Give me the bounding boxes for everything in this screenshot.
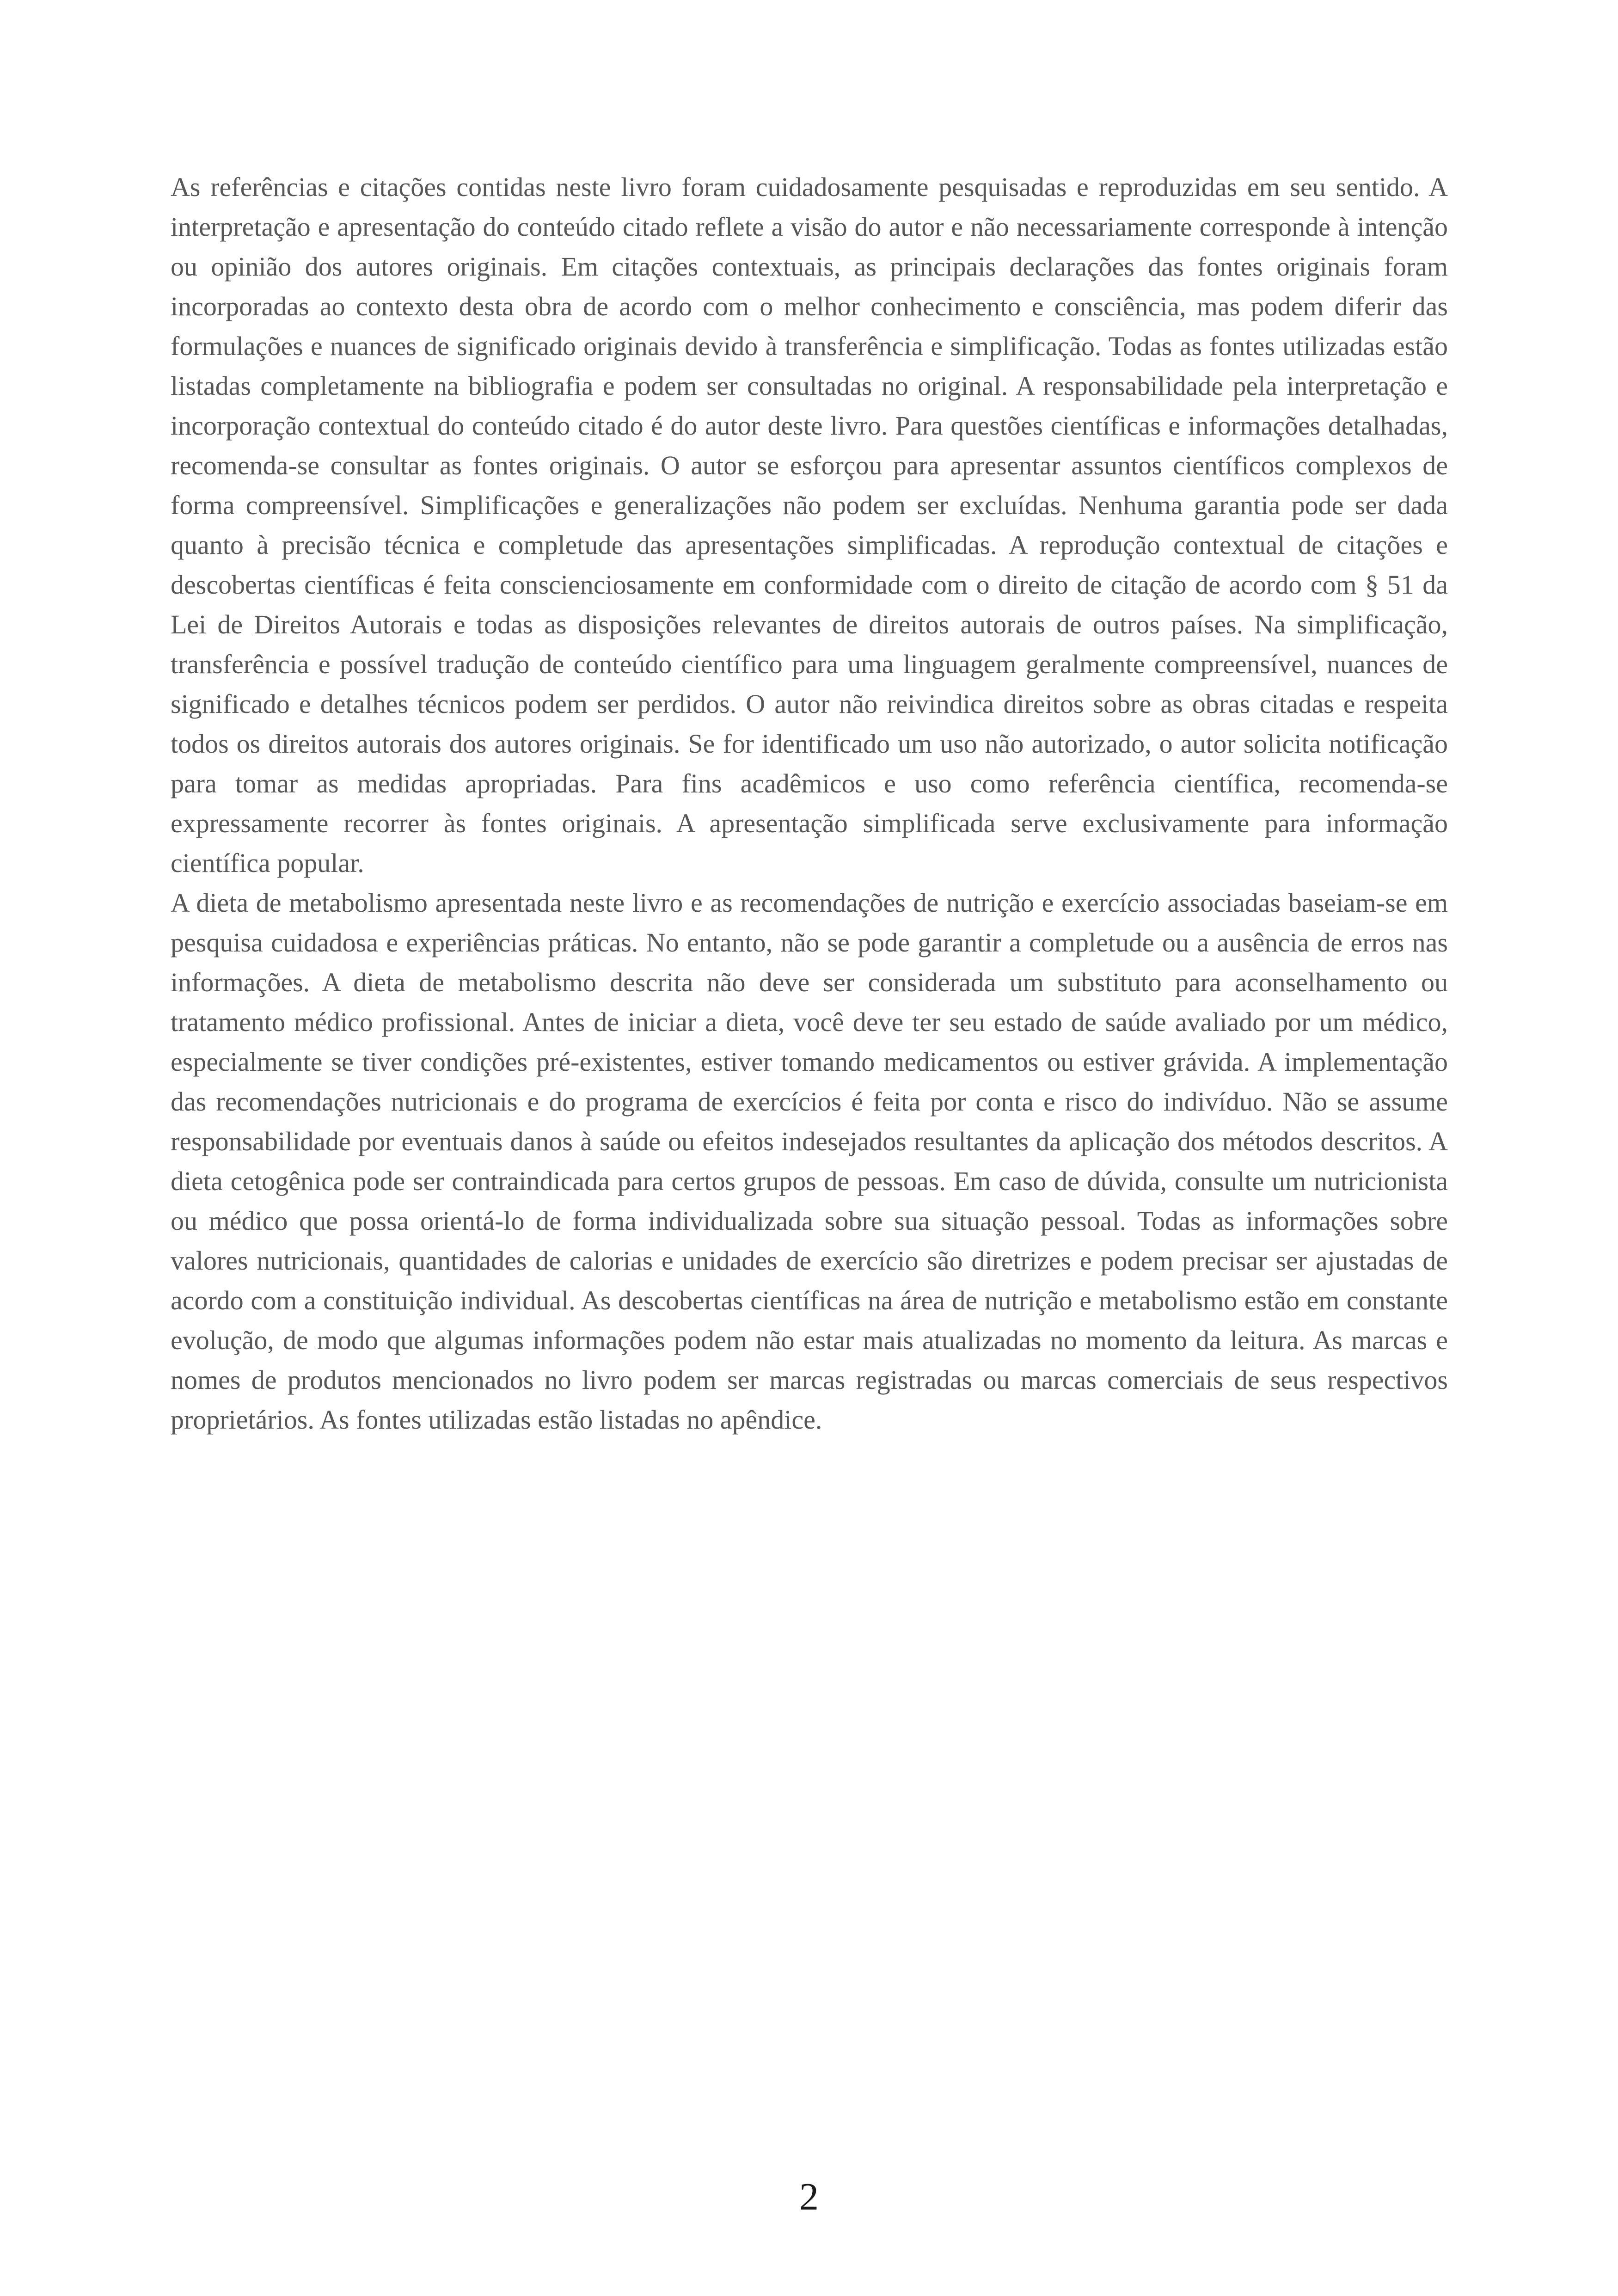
document-body (171, 167, 1448, 1440)
paragraph-health-disclaimer: A dieta de metabolismo apresentada neste livro e as recomendações de nutrição e exercício associadas baseiam-se em pesquisa cuidadosa e experiências práticas. No entanto, não se pode garantir a completude ou a ausência de erros nas informações. A dieta de metabolismo descrita não deve ser considerada um substituto para aconselhamento ou tratamento médico profissional. Antes de iniciar a dieta, você deve ter seu estado de saúde avaliado por um médico, especialmente se tiver condições pré-existentes, estiver tomando medicamentos ou estiver grávida. A implementação das recomendações nutricionais e do programa de exercícios é feita por conta e risco do indivíduo. Não se assume responsabilidade por eventuais danos à saúde ou efeitos indesejados resultantes da aplicação dos métodos descritos. A dieta cetogênica pode ser contraindicada para certos grupos de pessoas. Em caso de dúvida, consulte um nutricionista ou médico que possa orientá-lo de forma individualizada sobre sua situação pessoal. Todas as informações sobre valores nutricionais, quantidades de calorias e unidades de exercício são diretrizes e podem precisar ser ajustadas de acordo com a constituição individual. As descobertas científicas na área de nutrição e metabolismo estão em constante evolução, de modo que algumas informações podem não estar mais atualizadas no momento da leitura. As marcas e nomes de produtos mencionados no livro podem ser marcas registradas ou marcas comerciais de seus respectivos proprietários. As fontes utilizadas estão listadas no apêndice. (171, 888, 1448, 1435)
paragraph-citations-disclaimer: As referências e citações contidas neste livro foram cuidadosamente pesquisadas e reproduzidas em seu sentido. A interpretação e apresentação do conteúdo citado reflete a visão do autor e não necessariamente corresponde à intenção ou opinião dos autores originais. Em citações contextuais, as principais declarações das fontes originais foram incorporadas ao contexto desta obra de acordo com o melhor conhecimento e consciência, mas podem diferir das formulações e nuances de significado originais devido à transferência e simplificação. Todas as fontes utilizadas estão listadas completamente na bibliografia e podem ser consultadas no original. A responsabilidade pela interpretação e incorporação contextual do conteúdo citado é do autor deste livro. Para questões científicas e informações detalhadas, recomenda-se consultar as fontes originais. O autor se esforçou para apresentar assuntos científicos complexos de forma compreensível. Simplificações e generalizações não podem ser excluídas. Nenhuma garantia pode ser dada quanto à precisão técnica e completude das apresentações simplificadas. A reprodução contextual de citações e descobertas científicas é feita conscienciosamente em conformidade com o direito de citação de acordo com § 51 da Lei de Direitos Autorais e todas as disposições relevantes de direitos autorais de outros países. Na simplificação, transferência e possível tradução de conteúdo científico para uma linguagem geralmente compreensível, nuances de significado e detalhes técnicos podem ser perdidos. O autor não reivindica direitos sobre as obras citadas e respeita todos os direitos autorais dos autores originais. Se for identificado um uso não autorizado, o autor solicita notificação para tomar as medidas apropriadas. Para fins acadêmicos e uso como referência científica, recomenda-se expressamente recorrer às fontes originais. A apresentação simplificada serve exclusivamente para informação científica popular. (171, 172, 1448, 878)
page-number: 2 (799, 2175, 819, 2218)
